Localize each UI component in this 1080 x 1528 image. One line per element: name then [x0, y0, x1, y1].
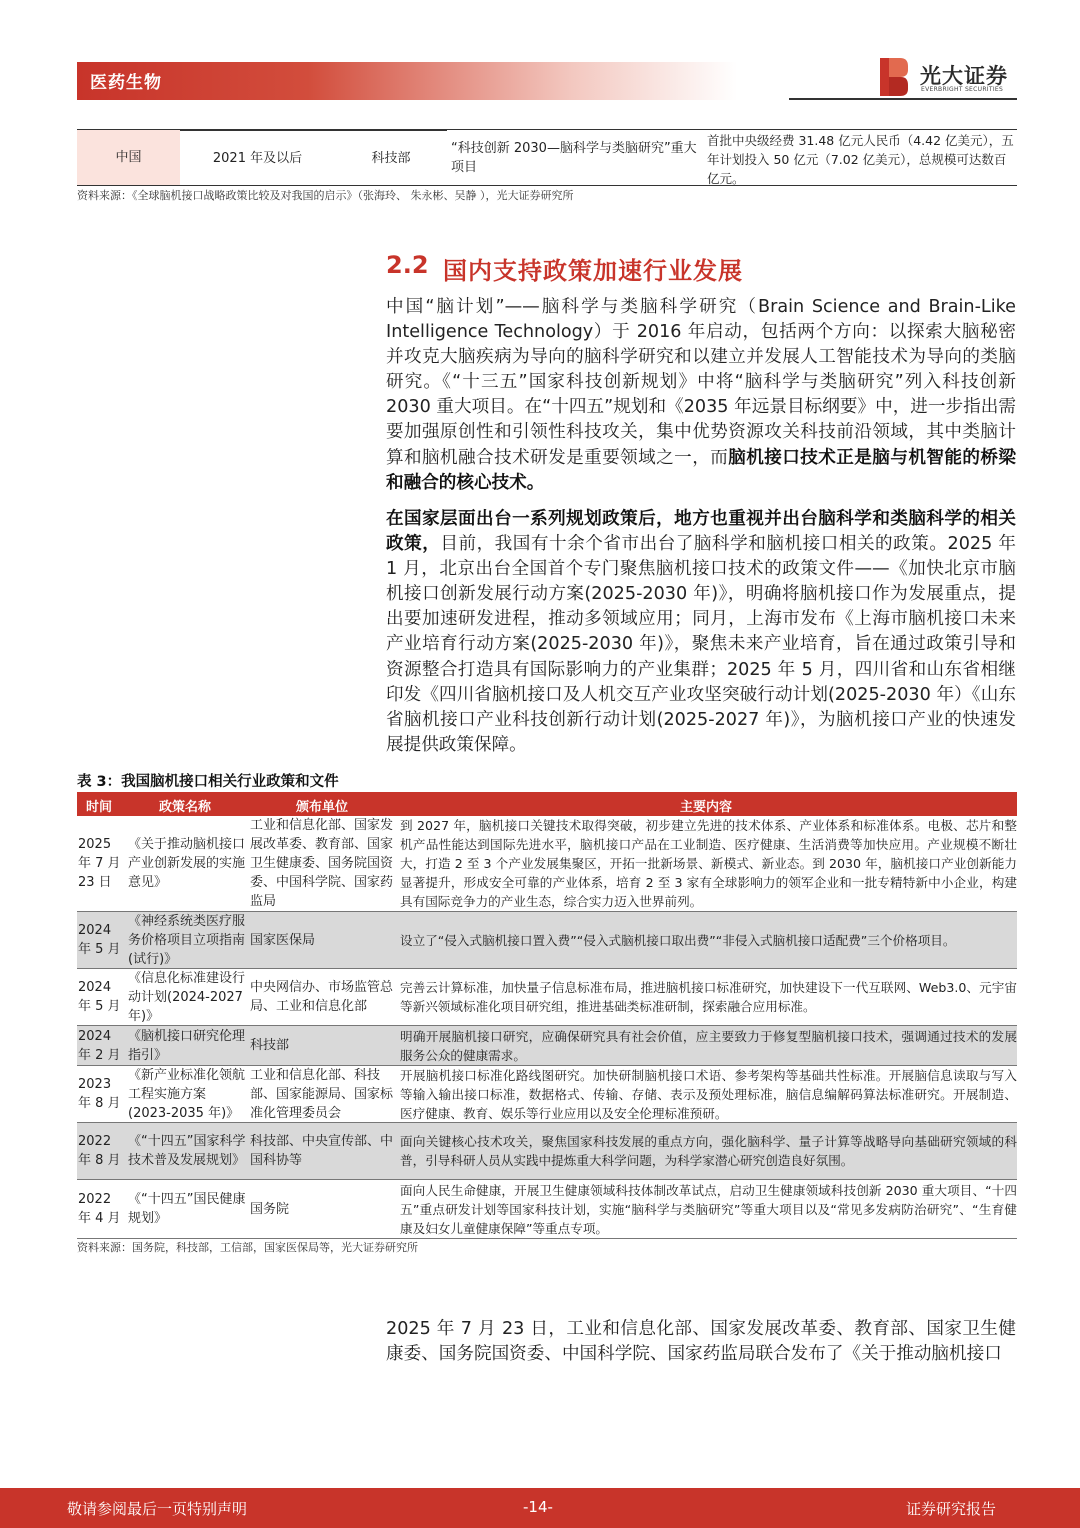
cell-time: 2022 年 8 月	[78, 1134, 121, 1168]
paragraph-text: 目前，我国有十余个省市出台了脑科学和脑机接口相关的政策。2025 年 1 月，北京出台全国首个专门聚焦脑机接口技术的政策文件——《加快北京市脑机接口创新发展行动方案(2025-2030 年)》，明确将脑机接口作为发展重点，提出要加速研发进程，推动多领域应用；同月，上海市发布《上海市脑机接口未来产业培育行动方案(2025-2030 年)》，聚焦未来产业培育，旨在通过政策引导和资源整合打造具有国际影响力的产业集群；2025 年 5 月，四川省和山东省相继印发《四川省脑机接口及人机交互产业攻坚突破行动计划(2025-2030 年）《山东省脑机接口产业科技创新行动计划(2025-2027 年)》，为脑机接口产业的快速发展提供政策保障。	[386, 534, 1016, 755]
table-source-note: 资料来源：国务院，科技部，工信部，国家医保局等，光大证券研究所	[77, 1241, 418, 1254]
header-content: 主要内容	[680, 800, 733, 815]
header-time: 时间	[86, 800, 113, 815]
footer-disclaimer: 敬请参阅最后一页特别声明	[67, 1500, 248, 1518]
cell-policy-name: 《新产业标准化领航工程实施方案(2023-2035 年)》	[128, 1067, 246, 1121]
paragraph-bold-text: 在国家层面出台一系列规划政策后，地方也重视并出台脑科学和类脑科学的相关政策，	[386, 509, 1016, 555]
cell-content: 设立了“侵入式脑机接口置入费”“侵入式脑机接口取出费”“非侵入式脑机接口适配费”三个价格项目。	[400, 932, 956, 948]
table-cell-project: “科技创新 2030—脑科学与类脑研究”重大项目	[451, 140, 697, 175]
paragraph-bold-text: 脑机接口技术正是脑与机智能的桥梁和融合的核心技术。	[386, 447, 1016, 493]
body-paragraph-2	[386, 507, 1016, 758]
logo-mark-icon	[880, 58, 908, 96]
body-paragraph-1	[386, 295, 1016, 496]
cell-policy-name: 《脑机接口研究伦理指引》	[128, 1028, 246, 1063]
header-rule	[789, 98, 1017, 100]
footer-band	[0, 1488, 1080, 1528]
header-policy-name: 政策名称	[159, 800, 212, 815]
table-row	[77, 912, 1017, 969]
cell-content: 到 2027 年，脑机接口关键技术取得突破，初步建立先进的技术体系、产业体系和标准体系。电极、芯片和整机产品性能达到国际先进水平，脑机接口产品在工业制造、医疗健康、生活消费等加快应用。产业规模不断壮大，打造 2 至 3 个产业发展集聚区，开拓一批新场景、新模式、新业态。到 2030 年，脑机接口产业创新能力显著提升，形成安全可靠的产业体系，培育 2 至 3 家有全球影响力的领军企业和一批专精特新中小企业，构建具有国际竞争力的产业生态，综合实力迈入世界前列。	[400, 818, 1017, 909]
table-cell-period: 2021 年及以后	[180, 130, 335, 185]
table-row	[77, 1180, 1017, 1239]
table-row	[77, 969, 1017, 1026]
section-label: 医药生物	[90, 73, 162, 93]
cell-issuer: 中央网信办、市场监管总局、工业和信息化部	[250, 980, 394, 1014]
body-paragraph-3	[386, 1317, 1016, 1367]
cell-content: 面向关键核心技术攻关，聚焦国家科技发展的重点方向，强化脑科学、量子计算等战略导向基础研究领域的科普，引导科研人员从实践中提炼重大科学问题，为科学家潜心研究创造良好氛围。	[400, 1134, 1017, 1168]
cell-time: 2024 年 2 月	[78, 1028, 121, 1063]
cell-policy-name: 《信息化标准建设行动计划(2024-2027 年)》	[128, 970, 246, 1024]
policy-table	[77, 792, 1017, 1239]
cell-time: 2025 年 7 月 23 日	[78, 837, 121, 890]
continued-table	[77, 129, 1017, 186]
paragraph-text: 2025 年 7 月 23 日，工业和信息化部、国家发展改革委、教育部、国家卫生健康委、国务院国资委、中国科学院、国家药监局联合发布了《关于推动脑机接口	[386, 1319, 1016, 1365]
cell-content: 面向人民生命健康，开展卫生健康领域科技体制改革试点，启动卫生健康领域科技创新 2030 重大项目、“十四五”重点研发计划等国家科技计划，实施“脑科学与类脑研究”等重大项目以及“常见多发病防治研究”、“生育健康及妇女儿童健康保障”等重点专项。	[400, 1182, 1017, 1236]
table-cell-funding: 首批中央级经费 31.48 亿元人民币（4.42 亿美元），五年计划投入 50 亿元（7.02 亿美元），总规模可达数百亿元。	[707, 133, 1014, 186]
cell-issuer: 工业和信息化部、科技部、国家能源局、国家标准化管理委员会	[250, 1067, 394, 1121]
paragraph-text: 中国“脑计划”——脑科学与类脑科学研究（Brain Science and Brain-Like Intelligence Technology）于 2016 年启动，包括两个方向：以探索大脑秘密并攻克大脑疾病为导向的脑科学研究和以建立并发展人工智能技术为导向的类脑研究。《“十三五”国家科技创新规划》中将“脑科学与类脑研究”列入科技创新 2030 重大项目。在“十四五”规划和《2035 年远景目标纲要》中，进一步指出需要加强原创性和引领性科技攻关，集中优势资源攻关科技前沿领域，其中类脑计算和脑机融合技术研发是重要领域之一，而	[386, 297, 1016, 468]
table-title: 表 3：我国脑机接口相关行业政策和文件	[77, 774, 339, 790]
table-cell-agency: 科技部	[335, 130, 447, 185]
table-row	[77, 816, 1017, 912]
logo-english-text: EVERBRIGHT SECURITIES	[921, 86, 1004, 93]
cell-content: 开展脑机接口标准化路线图研究。加快研制脑机接口术语、参考架构等基础共性标准。开展脑信息读取与写入等输入输出接口标准，数据格式、传输、存储、表示及预处理标准，脑信息编解码算法标准研究。开展制造、医疗健康、教育、娱乐等行业应用以及安全伦理标准预研。	[400, 1067, 1017, 1121]
cell-policy-name: 《“十四五”国民健康规划》	[128, 1192, 246, 1226]
cell-policy-name: 《神经系统类医疗服务价格项目立项指南(试行)》	[128, 913, 246, 967]
table-header-row	[77, 792, 1017, 816]
table-row	[77, 1066, 1017, 1123]
table-row	[77, 1026, 1017, 1066]
section-number: 2.2	[386, 251, 429, 279]
everbright-logo	[880, 58, 1020, 96]
cell-time: 2024 年 5 月	[78, 980, 121, 1014]
header-band	[77, 62, 737, 100]
cell-time: 2024 年 5 月	[78, 923, 121, 957]
table-cell-country: 中国	[77, 130, 180, 185]
cell-content: 明确开展脑机接口研究，应确保研究具有社会价值，应主要致力于修复型脑机接口技术，强调通过技术的发展服务公众的健康需求。	[400, 1028, 1017, 1063]
cell-issuer: 国家医保局	[250, 932, 316, 948]
cell-time: 2023 年 8 月	[78, 1077, 121, 1111]
section-title: 国内支持政策加速行业发展	[443, 257, 743, 285]
table-source-note: 资料来源：《全球脑机接口战略政策比较及对我国的启示》（张海玲、 朱永彬、吴静 ），光大证券研究所	[77, 189, 574, 202]
logo-chinese-text: 光大证券	[920, 64, 1008, 88]
cell-issuer: 工业和信息化部、国家发展改革委、教育部、国家卫生健康委、国务院国资委、中国科学院、国家药监局	[250, 818, 394, 909]
cell-issuer: 国务院	[250, 1201, 290, 1217]
page-number: -14-	[523, 1498, 553, 1516]
header-issuer: 颁布单位	[296, 800, 349, 815]
cell-policy-name: 《“十四五”国家科学技术普及发展规划》	[128, 1134, 246, 1168]
table-row	[77, 1123, 1017, 1180]
cell-issuer: 科技部、中央宣传部、中国科协等	[250, 1134, 394, 1168]
cell-issuer: 科技部	[250, 1038, 290, 1053]
footer-report-type: 证券研究报告	[906, 1500, 997, 1518]
cell-policy-name: 《关于推动脑机接口产业创新发展的实施意见》	[128, 837, 246, 890]
cell-content: 完善云计算标准，加快量子信息标准布局，推进脑机接口标准研究，加快建设下一代互联网、Web3.0、元宇宙等新兴领域标准化项目研究组，推进基础类标准研制，探索融合应用标准。	[400, 980, 1017, 1014]
cell-time: 2022 年 4 月	[78, 1192, 121, 1226]
